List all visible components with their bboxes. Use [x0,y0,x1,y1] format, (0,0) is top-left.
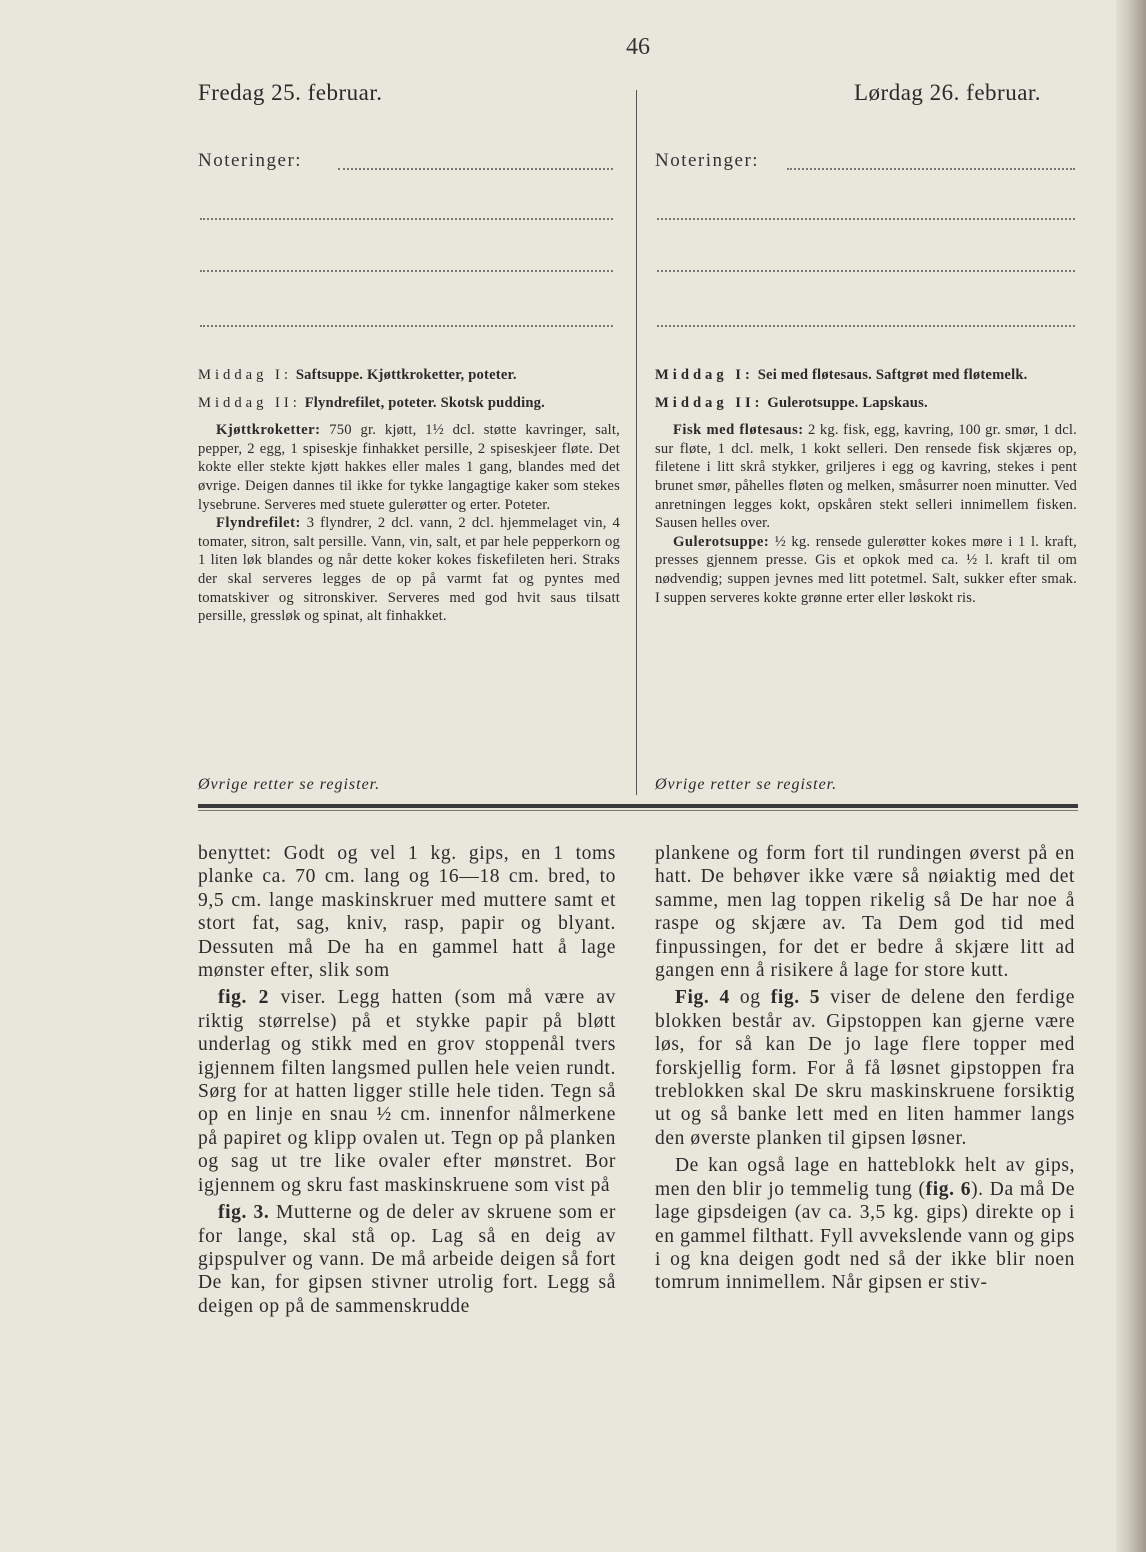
menu-label: Middag I: [655,367,754,383]
body-text: viser. Legg hatten (som må være av riktig størrelse) på et stykke papir på bløtt underlag og stikk med en grov stoppenål tvers igjennem filten langsmed pullen hele veien rundt. Sørg for at hatten ligger stille hele tiden. Tegn så op en linje en snau ½ cm. innenfor nålmerkene på papiret og klipp ovalen ut. Tegn op på planken og sag ut tre like ovaler efter mønstret. Bor igjennem og skru fast maskinskruene som vist på [198,987,616,1196]
more-recipes-note-right: Øvrige retter se register. [655,776,838,793]
menu-line-1-right [655,366,1077,385]
notes-label-left: Noteringer: [198,150,303,171]
recipe-text: ½ kg. rensede gulerøtter kokes møre i 1 l. kraft, presses gjennem presse. Gis et opkok med ca. ½ l. kraft til om nødvendig; suppen jevnes med litt potetmel. Salt, sukker efter smak. I suppen serveres kokte grønne erter eller løskokt ris. [655,533,1077,606]
more-recipes-note-left: Øvrige retter se register. [198,776,381,793]
menu-label: Middag II: [198,394,301,411]
body-paragraph: plankene og form fort til rundingen øverst på en hatt. De behøver ikke være så nøiaktig med det samme, men lag toppen rikelig så De har noe å raspe og skjære av. Ta Dem god tid med finpussingen, for det er bedre å skjære litt ad gangen enn å risikere å lage for store kutt. [655,843,1075,982]
notes-line-right-4 [657,325,1075,327]
menu-text: Sei med fløtesaus. Saftgrøt med fløtemelk. [757,367,1028,383]
recipe-title: Gulerotsuppe: [673,533,770,550]
body-column-left [198,842,616,1318]
recipe-column-left [198,366,620,626]
column-divider [636,90,637,795]
recipe-text: 3 flyndrer, 2 dcl. vann, 2 dcl. hjemmelaget vin, 4 tomater, sitron, salt persille. Vann, vin, salt, et par hele pepperkorn og 1 liten løk blandes og når dette koker kokes fiskefileten heri. Straks der skal serveres legges de op på varmt fat og pyntes med tomatskiver og sitronskiver. Serveres med god hvit saus tilsatt persille, gressløk og spinat, alt finhakket. [198,515,620,625]
recipe-paragraph-left-2 [198,514,620,626]
menu-label: Middag I: [198,367,292,383]
figure-reference: Fig. 4 [675,987,730,1009]
notes-line-right-3 [657,270,1075,272]
notes-line-left-3 [200,270,613,272]
body-text: De kan også lage en hatteblokk helt av gips, men den blir jo temmelig tung ( [655,1155,1075,1200]
menu-line-2-right [655,394,1077,413]
body-text: ). Da må De lage gipsdeigen (av ca. 3,5 kg. gips) direkte op i en gammel filthatt. Fyll avvekslende vann og gips i og kna deigen godt ned så der ikke blir noen tomrum innimellem. Når gipsen er stiv- [655,1178,1075,1294]
menu-line-2-left [198,394,620,413]
page-edge [1116,0,1146,1552]
date-heading-left: Fredag 25. februar. [198,80,383,105]
date-heading-right: Lørdag 26. februar. [854,80,1042,105]
page-number: 46 [626,34,650,60]
body-paragraph [655,986,1075,1150]
body-paragraph: benyttet: Godt og vel 1 kg. gips, en 1 toms planke ca. 70 cm. lang og 16—18 cm. bred, to 9,5 cm. lange maskinskruer med muttere samt et stort fat, sag, kniv, rasp, papir og blyant. Dessuten må De ha en gammel hatt å lage mønster efter, slik som [198,843,616,982]
notes-line-right-2 [657,218,1075,220]
figure-reference: fig. 3. [218,1202,270,1224]
body-paragraph [198,1201,616,1318]
figure-reference: fig. 2 [218,987,269,1009]
notes-label-right: Noteringer: [655,150,760,171]
recipe-title: Fisk med fløtesaus: [673,422,804,439]
figure-reference: fig. 6 [925,1178,972,1200]
body-paragraph [198,986,616,1197]
menu-text: Saftsuppe. Kjøttkroketter, poteter. [295,367,517,383]
menu-text: Gulerotsuppe. Lapskaus. [767,394,928,411]
menu-text: Flyndrefilet, poteter. Skotsk pudding. [304,394,546,411]
recipe-title: Kjøttkroketter: [216,422,321,439]
figure-reference: fig. 5 [770,987,821,1009]
body-text: og [739,987,761,1009]
body-paragraph [655,1154,1075,1294]
menu-line-1-left [198,366,620,385]
section-rule [198,804,1078,808]
section-rule-thin [198,810,1078,811]
body-text: Mutterne og de deler av skruene som er for lange, skal stå op. Lag så en deig av gipspulver og vann. De må arbeide deigen så fort De kan, for gipsen stivner utrolig fort. Legg så deigen op på de sammenskrudde [198,1202,616,1317]
body-column-right [655,842,1075,1295]
recipe-text: 750 gr. kjøtt, 1½ dcl. støtte kavringer, salt, pepper, 2 egg, 1 spiseskje finhakket persille, 2 spiseskjeer fløte. Det kokte eller stekte kjøtt hakkes eller males 1 gang, blandes med det øvrige. Deigen dannes til ikke for tykke langagtige kaker som stekes lysebrune. Serveres med stuete gulerøtter og erter. Poteter. [198,422,620,513]
recipe-paragraph-left-1 [198,421,620,514]
recipe-text: 2 kg. fisk, egg, kavring, 100 gr. smør, 1 dcl. sur fløte, 1 dcl. melk, 1 kokt selleri. Den rensede fisk skjæres op, filetene i litt skrå stykker, griljeres i egg og kavring, stekes i pent brunet smør, påhelles fløten og melken, småsurrer noen minutter. Ved anretningen legges kokt, opskåren stekt selleri innimellem fisken. Sausen helles over. [655,422,1077,532]
notes-line-right-1 [787,168,1075,170]
menu-label: Middag II: [655,394,764,411]
recipe-column-right [655,366,1077,607]
recipe-title: Flyndrefilet: [216,515,301,532]
body-text: viser de delene den ferdige blokken består av. Gipstoppen kan gjerne være løs, for så kan De jo lage flere topper med forskjellig form. For å få løsnet gipstoppen fra treblokken skal De skru maskinskruene forsiktig ut og så banke lett med en liten hammer langs den øverste planken til gipsen løsner. [655,987,1075,1149]
recipe-paragraph-right-2 [655,533,1077,607]
notes-line-left-1 [338,168,613,170]
notes-line-left-4 [200,325,613,327]
notes-line-left-2 [200,218,613,220]
recipe-paragraph-right-1 [655,421,1077,533]
